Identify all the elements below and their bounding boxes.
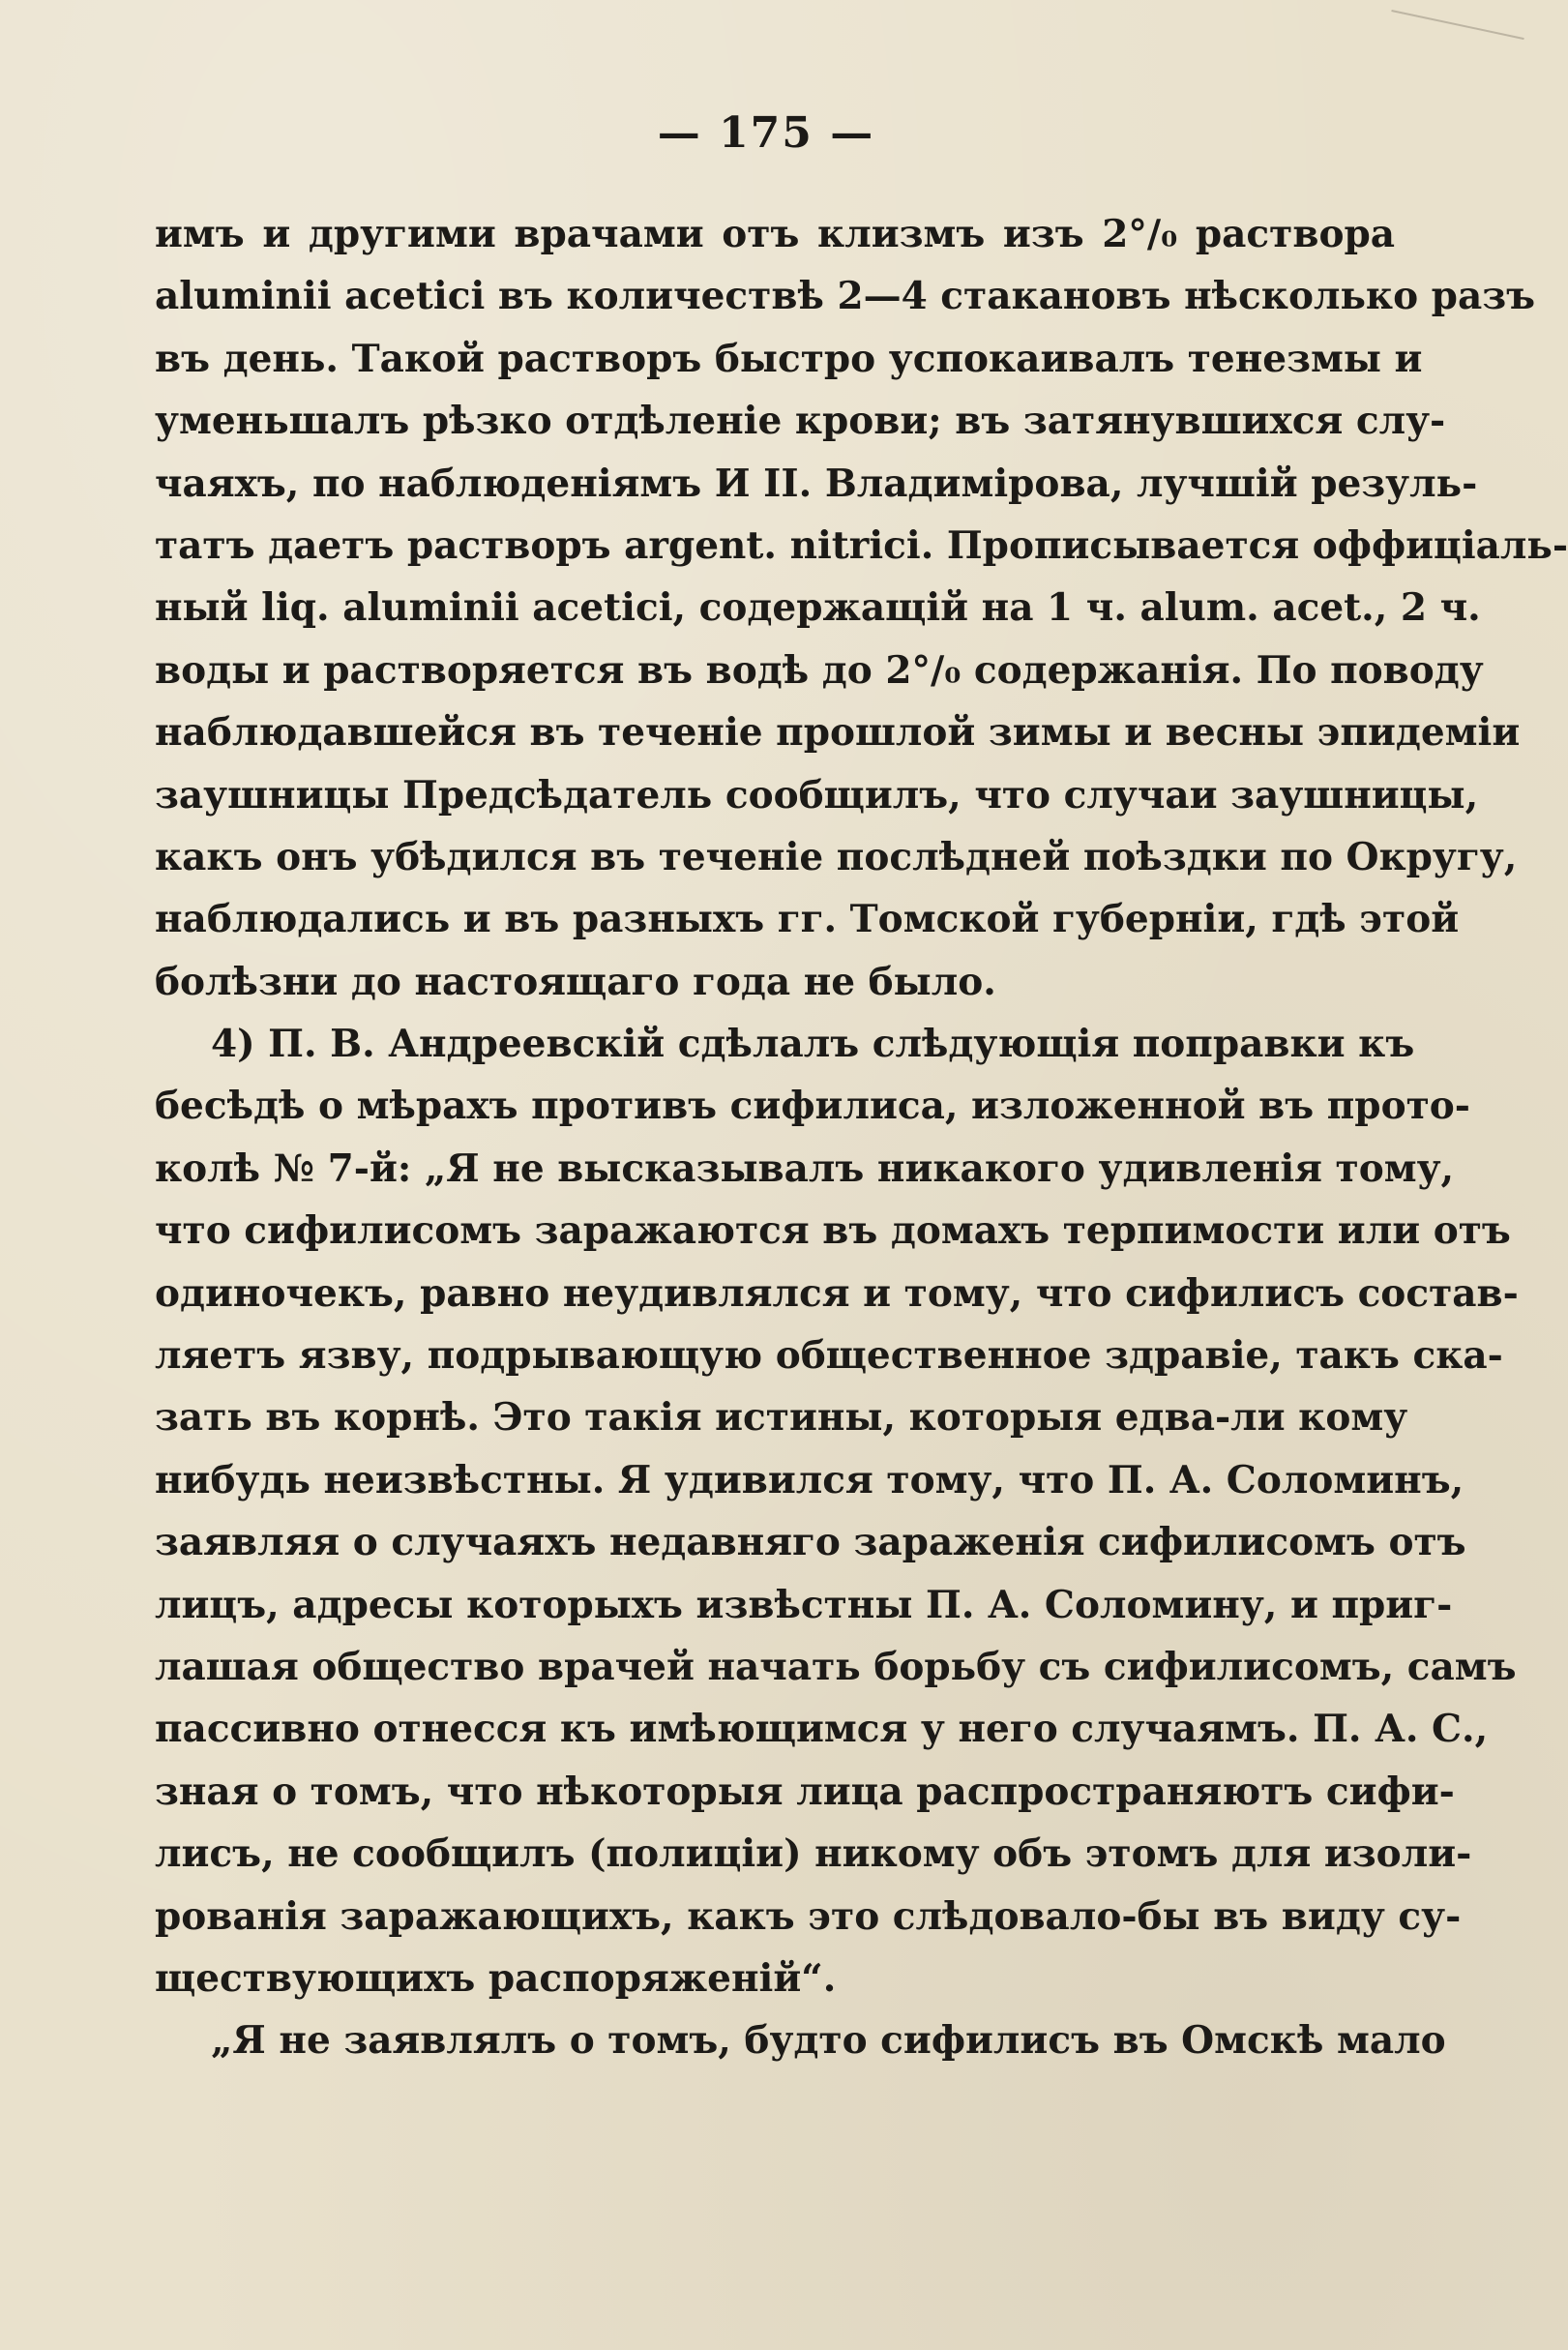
text-line: aluminii acetici въ количествѣ 2—4 стакановъ нѣсколько разъ	[155, 274, 1536, 319]
text-line: нибудь неизвѣстны. Я удивился тому, что П. А. Соломинъ,	[155, 1457, 1464, 1502]
body-text	[155, 203, 1568, 2072]
text-line: лашая общество врачей начать борьбу съ сифилисомъ, самъ	[155, 1644, 1517, 1689]
text-line: ляетъ язву, подрывающую общественное здравіе, такъ ска-	[155, 1333, 1503, 1379]
text-line: татъ даетъ растворъ argent. nitrici. Прописывается оффиціаль-	[155, 522, 1568, 568]
page-number: — 175 —	[657, 108, 875, 158]
text-line: воды и растворяется въ водѣ до 2°/₀ содержанія. По поводу	[155, 647, 1484, 693]
page-corner-fold	[1391, 0, 1532, 40]
text-line: бесѣдѣ о мѣрахъ противъ сифилиса, изложенной въ прото-	[155, 1084, 1470, 1129]
text-line: рованія заражающихъ, какъ это слѣдовало-бы въ виду су-	[155, 1893, 1462, 1939]
text-line: уменьшалъ рѣзко отдѣленіе крови; въ затянувшихся слу-	[155, 399, 1446, 444]
text-line: зная о томъ, что нѣкоторыя лица распространяютъ сифи-	[155, 1769, 1455, 1814]
text-line: заявляя о случаяхъ недавняго зараженія сифилисомъ отъ	[155, 1520, 1466, 1565]
text-line: лисъ, не сообщилъ (полиціи) никому объ этомъ для изоли-	[155, 1831, 1472, 1877]
paragraph-end-line: ществующихъ распоряженій“.	[155, 1955, 837, 2001]
text-line: ный liq. aluminii acetici, содержащій на 1 ч. alum. acet., 2 ч.	[155, 585, 1481, 631]
text-line: наблюдавшейся въ теченіе прошлой зимы и весны эпидеміи	[155, 710, 1521, 756]
text-line: зать въ корнѣ. Это такія истины, которыя едва-ли кому	[155, 1395, 1408, 1441]
text-line: пассивно отнесся къ имѣющимся у него случаямъ. П. А. С.,	[155, 1707, 1489, 1752]
paragraph-start-line: „Я не заявлялъ о томъ, будто сифилисъ въ Омскѣ мало	[211, 2018, 1446, 2064]
text-line: какъ онъ убѣдился въ теченіе послѣдней поѣздки по Округу,	[155, 834, 1518, 879]
text-line: наблюдались и въ разныхъ гг. Томской губерніи, гдѣ этой	[155, 897, 1460, 942]
text-line: имъ и другими врачами отъ клизмъ изъ 2°/₀ раствора	[155, 212, 1395, 256]
text-line: одиночекъ, равно неудивлялся и тому, что сифилисъ состав-	[155, 1270, 1519, 1316]
paragraph-start-line: 4) П. В. Андреевскій сдѣлалъ слѣдующія поправки къ	[211, 1022, 1415, 1067]
text-line: колѣ № 7-й: „Я не высказывалъ никакого удивленія тому,	[155, 1145, 1455, 1191]
text-line: что сифилисомъ заражаются въ домахъ терпимости или отъ	[155, 1208, 1511, 1254]
text-line: заушницы Предсѣдатель сообщилъ, что случаи заушницы,	[155, 772, 1479, 818]
text-line: чаяхъ, по наблюденіямъ И II. Владимірова, лучшій резуль-	[155, 461, 1478, 506]
text-line: лицъ, адресы которыхъ извѣстны П. А. Соломину, и приг-	[155, 1582, 1453, 1627]
paragraph-end-line: болѣзни до настоящаго года не было.	[155, 959, 996, 1004]
text-line: въ день. Такой растворъ быстро успокаивалъ тенезмы и	[155, 336, 1423, 381]
